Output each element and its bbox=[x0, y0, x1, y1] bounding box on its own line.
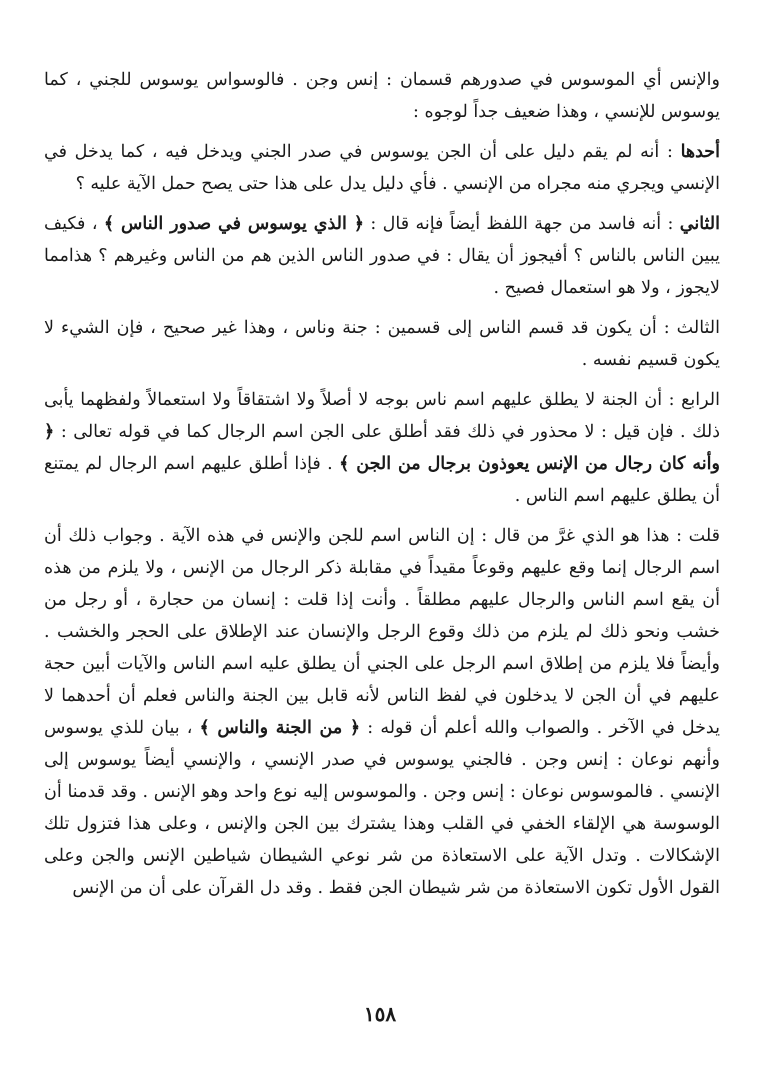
paragraph-text: : أنه فاسد من جهة اللفظ أيضاً فإنه قال : bbox=[364, 214, 680, 234]
paragraph-text: قلت : هذا هو الذي غرَّ من قال : إن الناس اسم للجن والإنس في هذه الآية . وجواب ذلك أن اسم الرجال إنما وقع عليهم وقوعاً مقيداً في مقابلة ذكر الرجال من الإنس ، ولا يلزم من هذه أن يقع اسم الناس والرجال عليهم مطلقاً . وأنت إذا قلت : إنسان من حجارة ، أو رجل من خشب ونحو ذلك لم يلزم من ذلك وقوع الرجل والإنسان عند الإطلاق على الحجر والخشب . وأيضاً فلا يلزم من إطلاق اسم الرجل على الجني أن يطلق عليه اسم الناس والآيات أبين حجة عليهم في أن الجن لا يدخلون في لفظ الناس لأنه قابل بين الجنة والناس فعلم أن أحدهما لا يدخل في الآخر . والصواب والله أعلم أن قوله : bbox=[44, 526, 720, 738]
paragraph-lead: الثاني bbox=[679, 214, 720, 234]
paragraph-text: والإنس أي الموسوس في صدورهم قسمان : إنس وجن . فالوسواس يوسوس للجني ، كما يوسوس للإنسي ، وهذا ضعيف جداً لوجوه : bbox=[44, 70, 720, 122]
paragraph-text: : أنه لم يقم دليل على أن الجن يوسوس في صدر الجني ويدخل فيه ، كما يدخل في الإنسي ويجري منه مجراه من الإنسي . فأي دليل يدل على هذا حتى يصح حمل الآية عليه ؟ bbox=[44, 142, 720, 194]
paragraph-fourth-point bbox=[44, 384, 720, 512]
paragraph-lead: أحدها bbox=[680, 142, 720, 162]
quran-quote: ﴿ وأنه كان رجال من الإنس يعوذون برجال من الجن ﴾ bbox=[44, 422, 720, 474]
quran-quote: ﴿ من الجنة والناس ﴾ bbox=[199, 718, 361, 738]
page-body bbox=[44, 64, 720, 912]
paragraph-text: ، فكيف يبين الناس بالناس ؟ أفيجوز أن يقال : في صدور الناس الذين هم من الناس وغيرهم ؟ هذامما لايجوز ، ولا هو استعمال فصيح . bbox=[44, 214, 720, 298]
paragraph-text: الثالث : أن يكون قد قسم الناس إلى قسمين : جنة وناس ، وهذا غير صحيح ، فإن الشيء لا يكون قسيم نفسه . bbox=[44, 318, 720, 370]
quran-quote: ﴿ الذي يوسوس في صدور الناس ﴾ bbox=[103, 214, 364, 234]
paragraph-text: . فإذا أطلق عليهم اسم الرجال لم يمتنع أن يطلق عليهم اسم الناس . bbox=[44, 454, 720, 506]
paragraph-intro bbox=[44, 64, 720, 128]
paragraph-third-point bbox=[44, 312, 720, 376]
paragraph-text: ، بيان للذي يوسوس وأنهم نوعان : إنس وجن . فالجني يوسوس في صدر الإنسي ، والإنسي أيضاً يوسوس إلى الإنسي . فالموسوس نوعان : إنس وجن . والموسوس إليه نوع واحد وهو الإنس . وقد قدمنا أن الوسوسة هي الإلقاء الخفي في القلب وهذا يشترك بين الجن والإنس ، وعلى هذا فتزول تلك الإشكالات . وتدل الآية على الاستعاذة من شر نوعي الشيطان شياطين الإنس والجن وعلى القول الأول تكون الاستعاذة من شر شيطان الجن فقط . وقد دل القرآن على أن من الإنس bbox=[44, 718, 720, 898]
page-number: ١٥٨ bbox=[363, 1002, 397, 1026]
paragraph-second-point bbox=[44, 208, 720, 304]
paragraph-first-point bbox=[44, 136, 720, 200]
paragraph-text: الرابع : أن الجنة لا يطلق عليهم اسم ناس بوجه لا أصلاً ولا اشتقاقاً ولا استعمالاً ولفظهما يأبى ذلك . فإن قيل : لا محذور في ذلك فقد أطلق على الجن اسم الرجال كما في قوله تعالى : bbox=[44, 390, 720, 442]
paragraph-response bbox=[44, 520, 720, 904]
